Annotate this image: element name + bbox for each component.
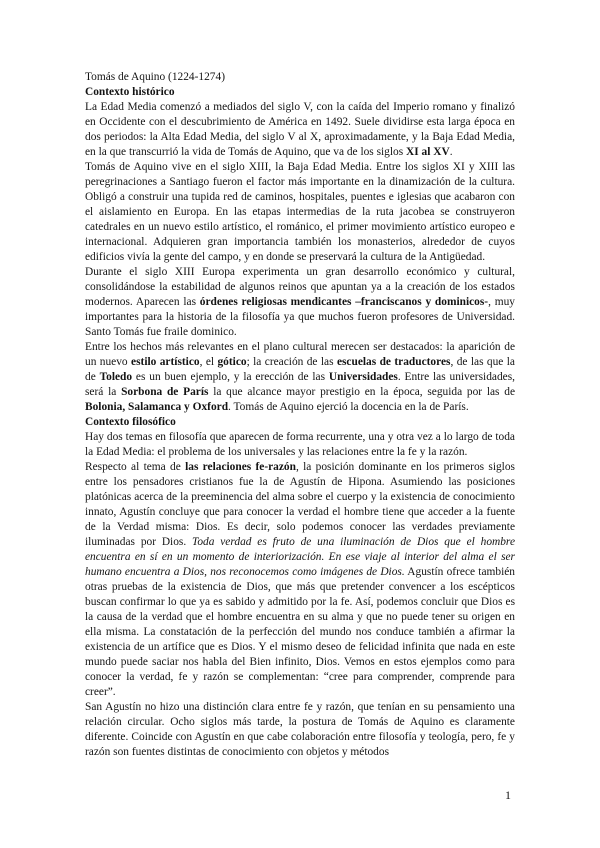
text-run: Respecto al tema de (85, 461, 186, 473)
section-heading-philosophical-context: Contexto filosófico (85, 416, 176, 428)
text-run: , el (199, 356, 218, 368)
bold-toledo: Toledo (99, 371, 133, 383)
paragraph-augustine-aquinas: San Agustín no hizo una distinción clara entre fe y razón, que tenían en su pensamiento una relación circular. Ocho siglos más tarde, la postura de Tomás de Aquino es claramente diferente. Coincide con Agustín en que cabe colaboración entre filosofía y teología, pero, fe y razón son fuentes distintas de conocimiento con objetos y métodos (85, 701, 515, 758)
paragraph-middle-ages (85, 100, 515, 160)
italic-illumination-quote: Toda verdad es fruto de una iluminación de Dios que el hombre encuentra en sí en un momento de interiorización. En ese viaje al interior del alma el ser humano encuentra a Dios, nos reconocemos como imágenes de Dios. (85, 536, 516, 578)
paragraph-faith-reason (85, 460, 515, 700)
text-run: Entre los hechos más relevantes en el plano cultural merecen ser destacados: la aparición de un nuevo (85, 341, 515, 368)
paragraph-recurring-themes: Hay dos temas en filosofía que aparecen de forma recurrente, una y otra vez a lo largo de toda la Edad Media: el problema de los universales y las relaciones entre la fe y la razón. (85, 431, 515, 458)
bold-other-universities: Bolonia, Salamanca y Oxford (85, 401, 229, 413)
text-run: . Tomás de Aquino ejerció la docencia en la de París. (228, 401, 469, 413)
bold-faith-reason: las relaciones fe-razón (185, 461, 296, 473)
bold-artistic-style: estilo artístico (131, 356, 200, 368)
text-run: . (449, 146, 453, 158)
text-run: , la posición dominante en los primeros siglos entre los pensadores cristianos fue la de Agustín de Hipona. Asumiendo las posiciones platónicas acerca de la preeminencia del alma sobre el cuerpo y la existencia de conocimiento innato, Agustín concluye que para conocer la verdad el hombre tiene que acceder a la fuente de la Verdad misma: Dios. Es decir, solo podemos conocer las verdades previamente iluminadas por Dios. (85, 461, 515, 548)
paragraph-mendicant-orders (85, 265, 515, 340)
text-run: , muy importantes para la historia de la filosofía ya que muchos fueron profesores de Universidad. Santo Tomás fue fraile dominico. (85, 296, 515, 338)
text-run: Agustín ofrece también otras pruebas de la existencia de Dios, que más que pretender convencer a los escépticos buscan confirmar lo que ya es sabido y admitido por la fe. Así, podemos concluir que Dios es la causa de la verdad que el hombre encuentra en su alma y que no puede tener su origen en ella misma. La constatación de la perfección del mundo nos conduce también a afirmar la existencia de un artífice que es Dios. Y el mismo deseo de felicidad infinita que nada en este mundo puede saciar nos habla del Bien infinito, Dios. Vemos en estos ejemplos como para conocer la verdad, fe y razón se complementan: “cree para comprender, comprende para creer”. (85, 566, 515, 698)
bold-translator-schools: escuelas de traductores (336, 356, 451, 368)
text-run: Durante el siglo XIII Europa experimenta un gran desarrollo económico y cultural, consolidándose la estabilidad de algunos reinos que apuntan ya a la creación de los estados modernos. Aparecen las (85, 266, 515, 308)
bold-mendicant-orders: órdenes religiosas mendicantes –franciscanos y dominicos- (199, 296, 489, 308)
paragraph-pilgrimages: Tomás de Aquino vive en el siglo XIII, la Baja Edad Media. Entre los siglos XI y XIII las peregrinaciones a Santiago fueron el factor más importante en la dinamización de la cultura. Obligó a construir una tupida red de caminos, hospitales, puentes e iglesias que acabaron con el aislamiento en Europa. En las etapas intermedias de la ruta jacobea se construyeron catedrales en un nuevo estilo artístico, el románico, el primer movimiento artístico europeo e internacional. Adquieren gran importancia también los monasterios, alrededor de cuyos edificios vivía la gente del campo, y en donde se preservará la cultura de la Antigüedad. (85, 161, 515, 263)
section-heading-historical-context: Contexto histórico (85, 86, 175, 98)
page-content (85, 70, 515, 760)
text-run: la que alcance mayor prestigio en la época, seguida por las de (208, 386, 515, 398)
text-run: . Entre las universidades, será la (85, 371, 515, 398)
document-title: Tomás de Aquino (1224-1274) (85, 71, 225, 83)
paragraph-cultural-events (85, 340, 515, 415)
text-run: La Edad Media comenzó a mediados del siglo V, con la caída del Imperio romano y finalizó en Occidente con el descubrimiento de América en 1492. Suele dividirse esta larga época en dos periodos: la Alta Edad Media, del siglo V al X, aproximadamente, y la Baja Edad Media, en la que transcurrió la vida de Tomás de Aquino, que va de los siglos (85, 101, 515, 158)
text-run: ; la creación de las (246, 356, 337, 368)
page-number: 1 (505, 788, 511, 802)
bold-universities: Universidades (328, 371, 398, 383)
bold-centuries: XI al XV (406, 146, 450, 158)
text-run: , de las que la de (85, 356, 515, 383)
text-run: es un buen ejemplo, y la erección de las (132, 371, 329, 383)
bold-gothic: gótico (217, 356, 247, 368)
bold-sorbonne: Sorbona de París (121, 386, 209, 398)
